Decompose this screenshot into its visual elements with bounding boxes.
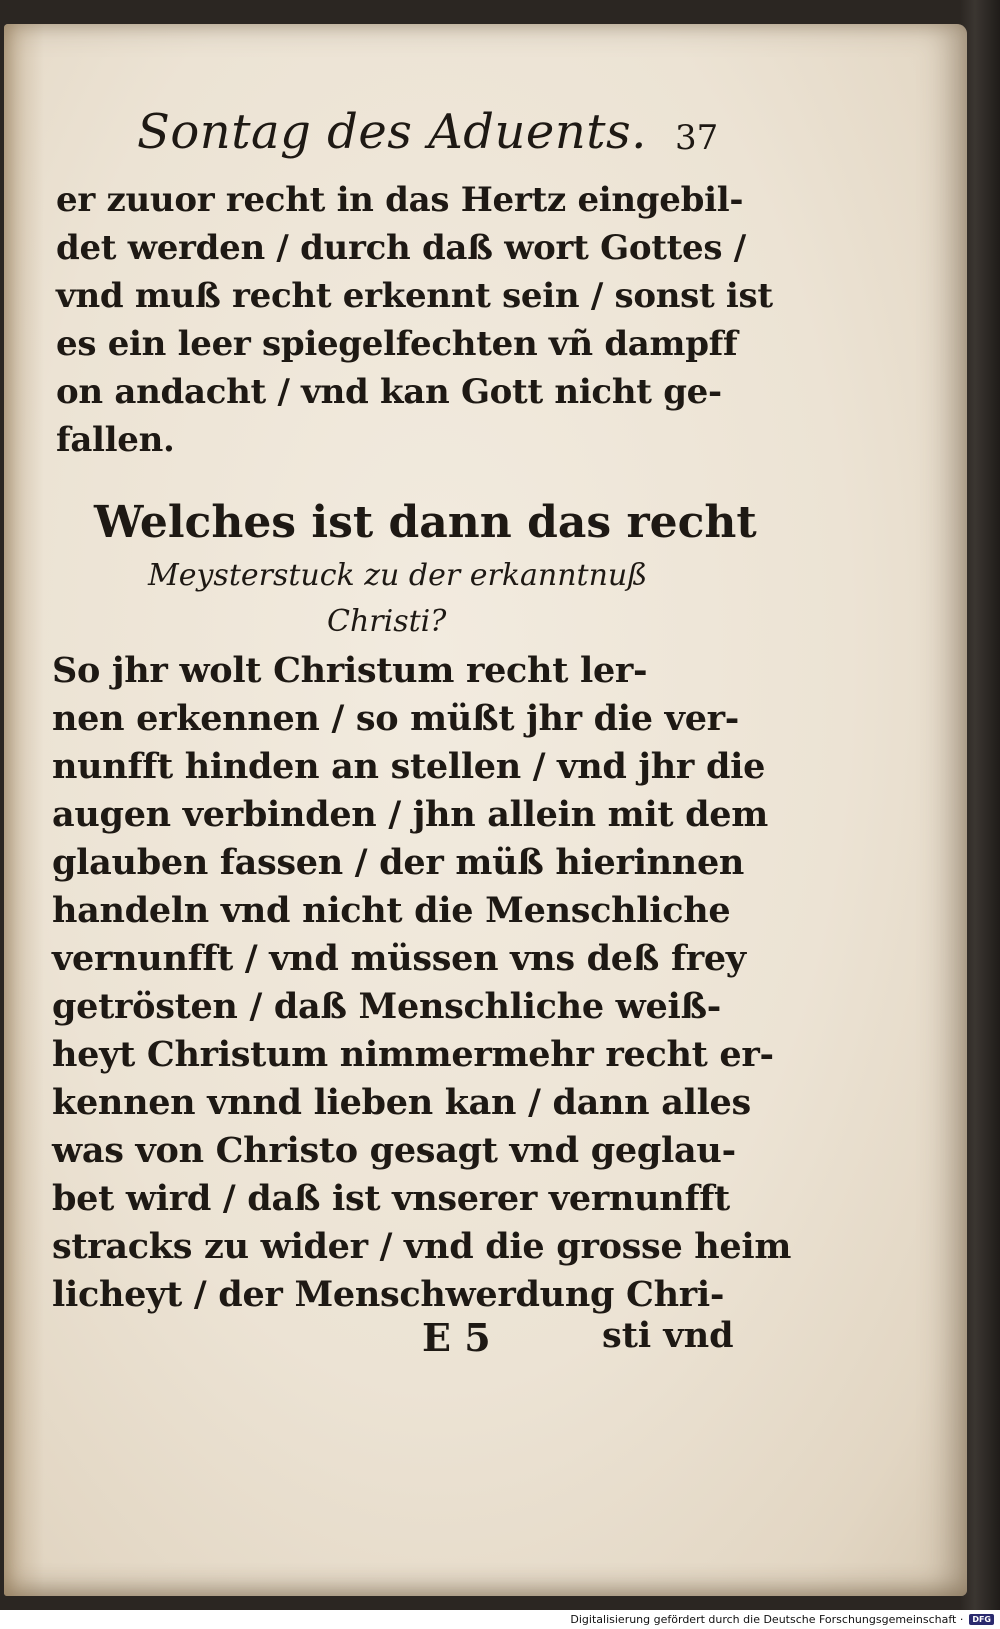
body-line: det werden / durch daß wort Gottes / (56, 228, 746, 268)
paragraph-line: licheyt / der Menschwerdung Chri‑ (52, 1274, 725, 1315)
body-line: es ein leer spiegelfechten vñ dampff (56, 324, 738, 364)
paragraph-line: augen verbinden / jhn allein mit dem (52, 794, 768, 835)
body-line: fallen. (56, 420, 175, 460)
digitization-footer (570, 1611, 994, 1627)
paragraph-line: handeln vnd nicht die Menschliche (52, 890, 731, 931)
paragraph-line: heyt Christum nimmermehr recht er‑ (52, 1034, 774, 1075)
dfg-logo: DFG (969, 1614, 994, 1625)
paragraph-line: bet wird / daß ist vnserer vernunfft (52, 1178, 730, 1219)
signature-mark: E 5 (422, 1315, 491, 1360)
digitization-credit: Digitalisierung gefördert durch die Deutsche Forschungsgemeinschaft · (570, 1612, 964, 1626)
paragraph-line: glauben fassen / der müß hierinnen (52, 842, 745, 883)
paragraph-line: nen erkennen / so müßt jhr die ver‑ (52, 698, 740, 739)
catchword: sti vnd (602, 1315, 734, 1356)
page-number: 37 (675, 118, 719, 158)
paragraph-line: vernunfft / vnd müssen vns deß frey (52, 938, 746, 979)
section-subheading: Christi? (327, 604, 447, 639)
paragraph-line: nunfft hinden an stellen / vnd jhr die (52, 746, 766, 787)
body-line: er zuuor recht in das Hertz eingebil‑ (56, 180, 744, 220)
running-head: Sontag des Aduents. (137, 104, 647, 160)
paragraph-line: stracks zu wider / vnd die grosse heim (52, 1226, 792, 1267)
section-subheading: Meysterstuck zu der erkanntnuß (148, 558, 648, 593)
body-line: vnd muß recht erkennt sein / sonst ist (56, 276, 773, 316)
body-line: on andacht / vnd kan Gott nicht ge‑ (56, 372, 722, 412)
paragraph-line: kennen vnnd lieben kan / dann alles (52, 1082, 751, 1123)
gutter-shadow (4, 24, 44, 1596)
paragraph-line: So jhr wolt Christum recht ler‑ (52, 650, 648, 691)
paragraph-line: getrösten / daß Menschliche weiß‑ (52, 986, 721, 1027)
section-heading: Welches ist dann das recht (94, 497, 757, 548)
paragraph-line: was von Christo gesagt vnd geglau‑ (52, 1130, 736, 1171)
